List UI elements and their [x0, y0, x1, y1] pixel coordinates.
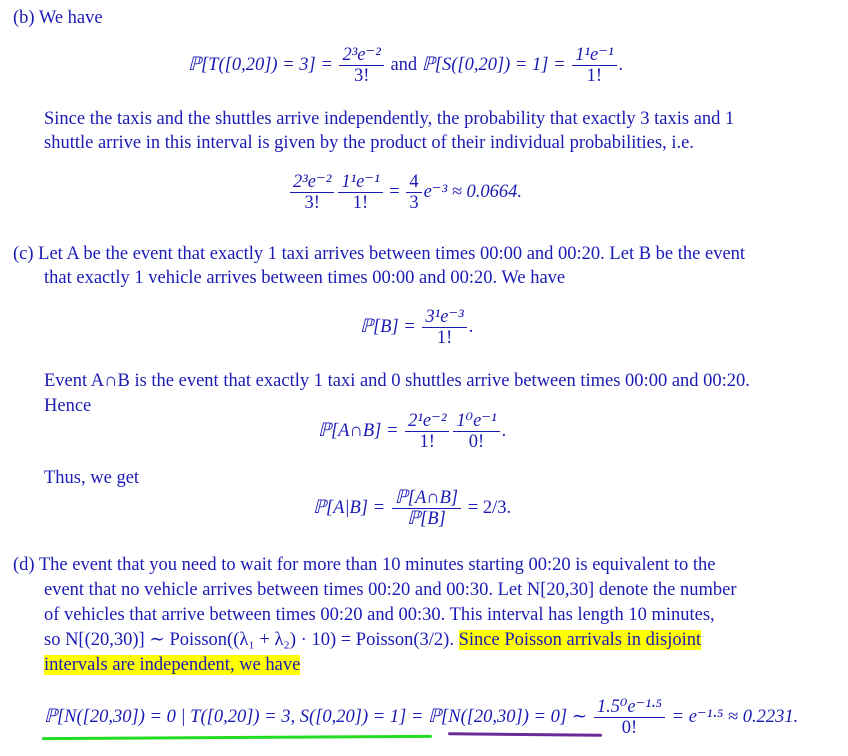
part-d-line2: event that no vehicle arrives between times 00:20 and 00:30. Let N[20,30] denote the number [44, 580, 737, 600]
part-d-final-equation [44, 697, 798, 738]
eq-b2-frac-2: $\frac{\text{1¹e⁻¹}}{1!}$ [338, 172, 382, 213]
eq-b2-frac-1: $\frac{\text{2³e⁻²}}{3!}$ [290, 172, 334, 213]
part-d-line3: of vehicles that arrive between times 00:20 and 00:30. This interval has length 10 minutes, [44, 605, 715, 625]
part-c-line2: that exactly 1 vehicle arrives between times 00:00 and 00:20. We have [44, 268, 566, 288]
eq-c3-left: ℙ[A|B] = [313, 497, 386, 518]
part-c-event-line2: Hence [44, 396, 92, 416]
eq-c2-left: ℙ[A∩B] = [318, 420, 399, 441]
eq-c1-frac: $\frac{\text{3¹e⁻³}}{1!}$ [422, 307, 466, 348]
part-b-label: (b) We have [13, 8, 103, 28]
part-b-equation-1: ℙ[T([0,20]) = 3] = $\frac{\text{2³e⁻²}}{3!}$ and ℙ[S([0,20]) = 1] = $\frac{\text{1¹e⁻¹}}{1!}$ . [188, 45, 624, 86]
eq-c3-frac: $\frac{\text{ℙ[A∩B]}}{\text{ℙ[B]}}$ [392, 488, 461, 529]
part-c-equation-1: ℙ[B] = $\frac{\text{3¹e⁻³}}{1!}$ . [360, 307, 474, 348]
eq-d-right: = e⁻¹·⁵ ≈ 0.2231. [671, 706, 799, 727]
eq-c2-frac-1: $\frac{\text{2¹e⁻²}}{1!}$ [405, 411, 449, 452]
part-d-highlight-1: Since Poisson arrivals in disjoint [458, 630, 702, 650]
part-c-thus: Thus, we get [44, 468, 140, 488]
eq-c1-left: ℙ[B] = [360, 316, 416, 337]
eq-b1-frac-taxi: $\frac{\text{2³e⁻²}}{3!}$ [339, 45, 383, 86]
part-b-para-line2: shuttle arrive in this interval is given by the product of their individual probabilities, i.e. [44, 133, 694, 153]
eq-b2-tail: e⁻³ ≈ 0.0664. [423, 181, 523, 202]
eq-d-left: ℙ[N([20,30]) = 0 | T([0,20]) = 3, S([0,20]) = 1] = ℙ[N([20,30]) = 0] ∼ [44, 706, 588, 727]
part-c-equation-2: ℙ[A∩B] = $\frac{\text{2¹e⁻²}}{1!}$ $\frac{\text{1⁰e⁻¹}}{0!}$ . [318, 411, 507, 452]
eq-b1-mid: ℙ[S([0,20]) = 1] = [421, 54, 566, 75]
eq-b2-frac-3: $\frac{4}{3}$ [406, 172, 421, 213]
part-c-event-line1: Event A∩B is the event that exactly 1 taxi and 0 shuttles arrive between times 00:00 and 00:20. [44, 371, 750, 391]
part-c-line1: (c) Let A be the event that exactly 1 taxi arrives between times 00:00 and 00:20. Let B be the event [13, 244, 746, 264]
part-d-line4-text: so N[(20,30)] ∼ Poisson((λ₁ + λ₂) · 10) = Poisson(3/2). [44, 630, 454, 650]
part-d-highlight-2: intervals are independent, we have [44, 655, 301, 675]
eq-d-frac: $\frac{\text{1.5⁰e⁻¹·⁵}}{0!}$ [594, 697, 665, 738]
part-c-equation-3 [313, 488, 511, 529]
part-d-line4 [44, 628, 701, 652]
part-d-line5 [44, 653, 300, 677]
eq-c3-right: = 2/3. [467, 497, 512, 518]
eq-b2-equals: = [389, 181, 400, 202]
eq-b1-frac-shuttle: $\frac{\text{1¹e⁻¹}}{1!}$ [572, 45, 616, 86]
eq-b1-left: ℙ[T([0,20]) = 3] = [188, 54, 333, 75]
eq-b1-and: and [390, 54, 418, 75]
part-d-line1: (d) The event that you need to wait for more than 10 minutes starting 00:20 is equivalent to the [13, 555, 716, 575]
eq-c2-frac-2: $\frac{\text{1⁰e⁻¹}}{0!}$ [453, 411, 499, 452]
part-b-equation-2 [288, 172, 522, 213]
part-b-para-line1: Since the taxis and the shuttles arrive independently, the probability that exactly 3 taxis and 1 [44, 109, 735, 129]
